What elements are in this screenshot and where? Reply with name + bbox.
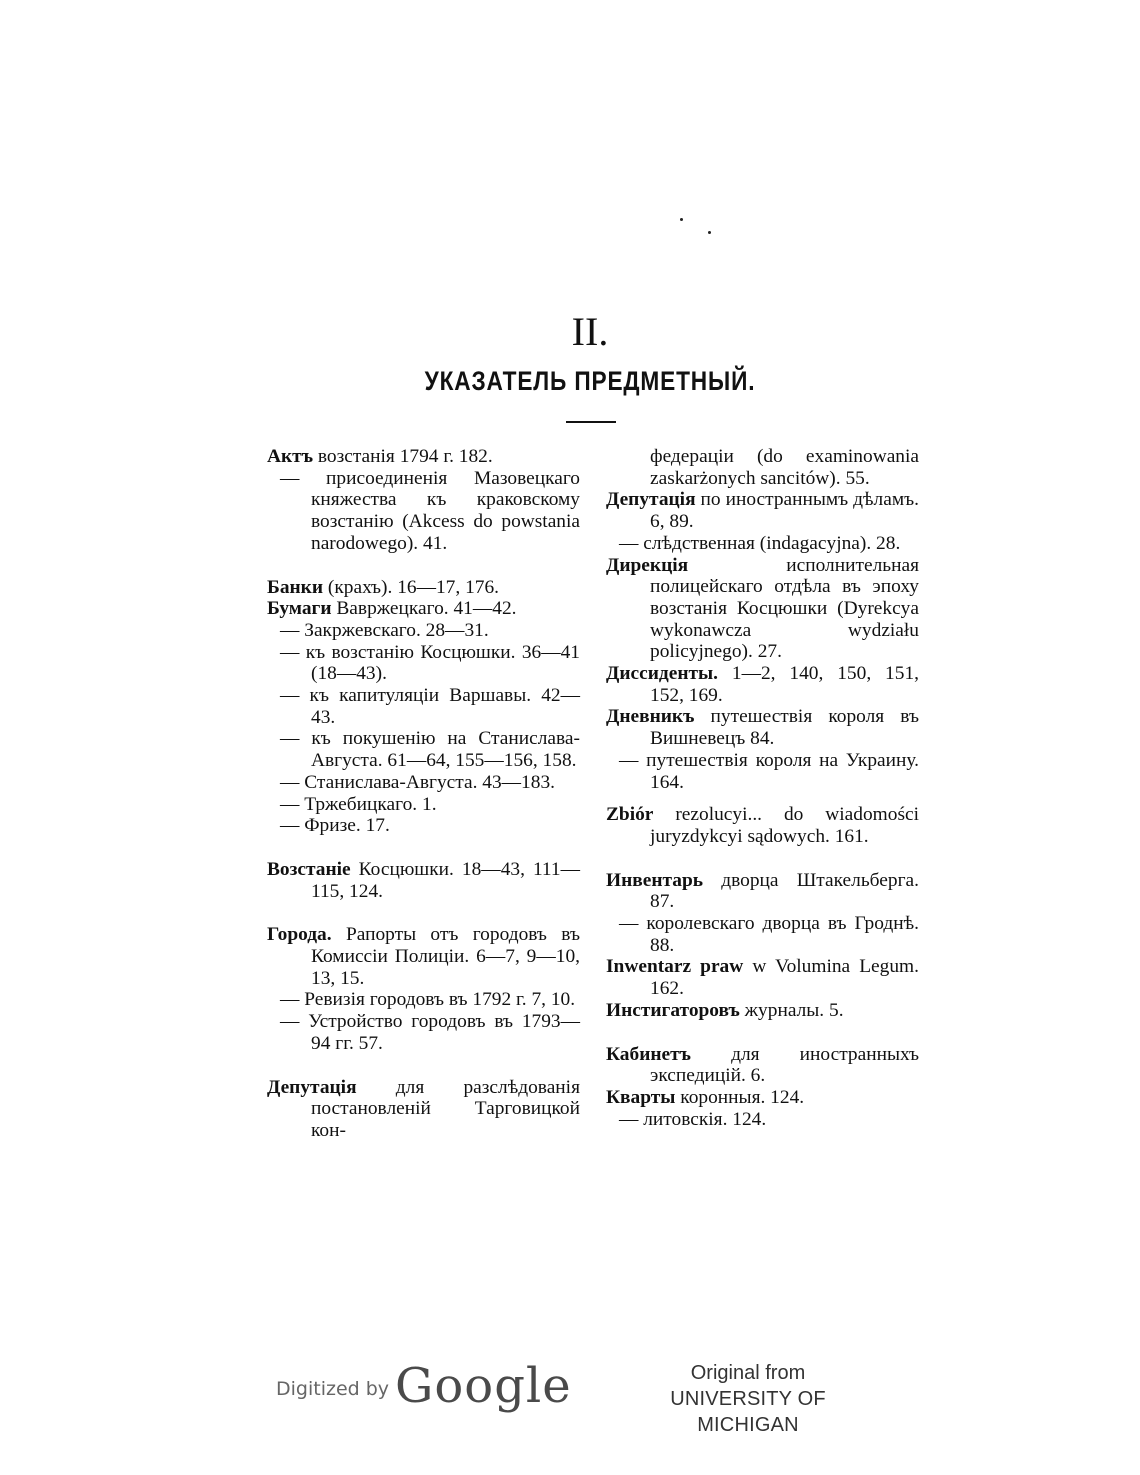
- entry-text: федераціи (do examinowania zaskarżonych sancitów). 55.: [650, 446, 919, 489]
- original-from-label: Original from: [690, 1362, 806, 1384]
- entry-text: — Фризе. 17.: [280, 815, 390, 837]
- index-entry: [606, 706, 919, 749]
- index-subentry: [606, 750, 919, 793]
- entry-text: дворца Штакельберга. 87.: [650, 869, 919, 913]
- entry-heading: Депутація: [267, 1076, 357, 1098]
- index-subentry: [606, 913, 919, 956]
- entry-text: для разслѣдованія постановленій Тарговицкой кон-: [311, 1076, 580, 1141]
- entry-heading: Инвентарь: [606, 869, 704, 891]
- index-column-right: [606, 446, 919, 1130]
- entry-heading: Возстаніе: [267, 858, 351, 880]
- entry-heading: Актъ: [267, 446, 314, 467]
- entry-text: Рапорты отъ городовъ въ Комиссіи Полиціи. 6—7, 9—10, 13, 15.: [311, 924, 580, 989]
- index-entry: [606, 1044, 919, 1087]
- entry-text: — присоединенія Мазовецкаго княжества къ краковскому возстанію (Akcess do powstania narodowego). 41.: [280, 467, 580, 554]
- entry-text: возстанія 1794 г. 182.: [313, 446, 493, 467]
- index-entry: [606, 446, 919, 489]
- index-entry: [606, 870, 919, 913]
- section-title: УКАЗАТЕЛЬ ПРЕДМЕТНЫЙ.: [424, 366, 756, 396]
- index-entry: [267, 598, 580, 620]
- google-logo: Google: [395, 1358, 572, 1414]
- index-subentry: [267, 794, 580, 816]
- entry-heading: Депутація: [606, 489, 696, 511]
- digitized-by-google-watermark: [276, 1354, 572, 1414]
- entry-heading: Диссиденты.: [606, 663, 718, 685]
- index-entry: [606, 1087, 919, 1109]
- index-entry: [606, 804, 919, 847]
- entry-heading: Дневникъ: [606, 706, 695, 728]
- entry-heading: Банки: [267, 576, 324, 598]
- entry-text: Косцюшки. 18—43, 111—115, 124.: [311, 858, 580, 902]
- index-column-left: [267, 446, 580, 1142]
- entry-text: — Закржевскаго. 28—31.: [280, 619, 489, 641]
- entry-heading: Кварты: [606, 1086, 676, 1108]
- entry-text: — къ возстанію Косцюшки. 36—41 (18—43).: [280, 641, 580, 685]
- entry-text: — къ покушенію на Станислава-Августа. 61—64, 155—156, 158.: [280, 728, 580, 772]
- entry-text: w Volumina Legum. 162.: [650, 956, 919, 1000]
- entry-text: — Станислава-Августа. 43—183.: [280, 771, 555, 793]
- entry-text: — литовскія. 124.: [619, 1108, 767, 1130]
- index-subentry: [267, 1011, 580, 1054]
- index-entry: [267, 1077, 580, 1142]
- entry-text: rezolucyi... do wiadomości juryzdykcyi sądowych. 161.: [650, 804, 919, 847]
- index-subentry: [267, 642, 580, 685]
- entry-text: — путешествія короля на Украину. 164.: [619, 749, 919, 793]
- entry-text: 1—2, 140, 150, 151, 152, 169.: [650, 663, 919, 706]
- index-entry: [606, 555, 919, 664]
- entry-text: путешествія короля въ Вишневецъ 84.: [650, 706, 919, 750]
- entry-text: — къ капитуляціи Варшавы. 42—43.: [280, 685, 580, 728]
- entry-heading: Города.: [267, 924, 332, 946]
- entry-heading: Кабинетъ: [606, 1043, 691, 1065]
- entry-text: — королевскаго дворца въ Гроднѣ. 88.: [619, 913, 919, 956]
- entry-text: коронныя. 124.: [675, 1086, 805, 1108]
- entry-heading: Инстигаторовъ: [606, 999, 740, 1021]
- index-subentry: [267, 728, 580, 771]
- digitized-label: Digitized by: [276, 1378, 390, 1400]
- index-entry: [606, 956, 919, 999]
- index-subentry: [606, 1109, 919, 1131]
- index-subentry: [267, 468, 580, 555]
- entry-text: (крахъ). 16—17, 176.: [323, 576, 500, 598]
- entry-text: — Устройство городовъ въ 1793—94 гг. 57.: [280, 1011, 580, 1054]
- scan-speck: [708, 231, 711, 234]
- title-rule: [566, 421, 616, 423]
- index-subentry: [267, 815, 580, 837]
- entry-heading: Дирекція: [606, 554, 689, 576]
- entry-text: — слѣдственная (indagacyjna). 28.: [619, 532, 901, 554]
- entry-heading: Бумаги: [267, 598, 332, 620]
- index-entry: [606, 489, 919, 532]
- entry-text: — Тржебицкаго. 1.: [280, 793, 437, 815]
- entry-heading: Inwentarz praw: [606, 956, 744, 978]
- index-subentry: [606, 533, 919, 555]
- index-entry: [606, 1000, 919, 1022]
- index-subentry: [267, 989, 580, 1011]
- entry-text: Вавржецкаго. 41—42.: [331, 598, 517, 620]
- index-subentry: [267, 685, 580, 728]
- index-entry: [267, 859, 580, 902]
- scan-speck: [680, 218, 683, 221]
- index-subentry: [267, 620, 580, 642]
- index-entry: [606, 663, 919, 706]
- index-entry: [267, 924, 580, 989]
- index-entry: [267, 577, 580, 599]
- index-entry: [267, 446, 580, 468]
- entry-text: по иностраннымъ дѣламъ. 6, 89.: [650, 489, 919, 533]
- entry-text: для иностранныхъ экспедицій. 6.: [650, 1043, 919, 1087]
- entry-text: исполнительная полицейскаго отдѣла въ эпоху возстанія Косцюшки (Dyrekcya wykonawcza wydziału policyjnego). 27.: [650, 554, 919, 663]
- entry-heading: Zbiór: [606, 804, 654, 826]
- section-number: II.: [571, 309, 609, 354]
- index-subentry: [267, 772, 580, 794]
- entry-text: журналы. 5.: [739, 999, 844, 1021]
- university-label: UNIVERSITY OF MICHIGAN: [670, 1388, 826, 1436]
- entry-text: — Ревизія городовъ въ 1792 г. 7, 10.: [280, 989, 576, 1011]
- original-source-note: [630, 1360, 866, 1438]
